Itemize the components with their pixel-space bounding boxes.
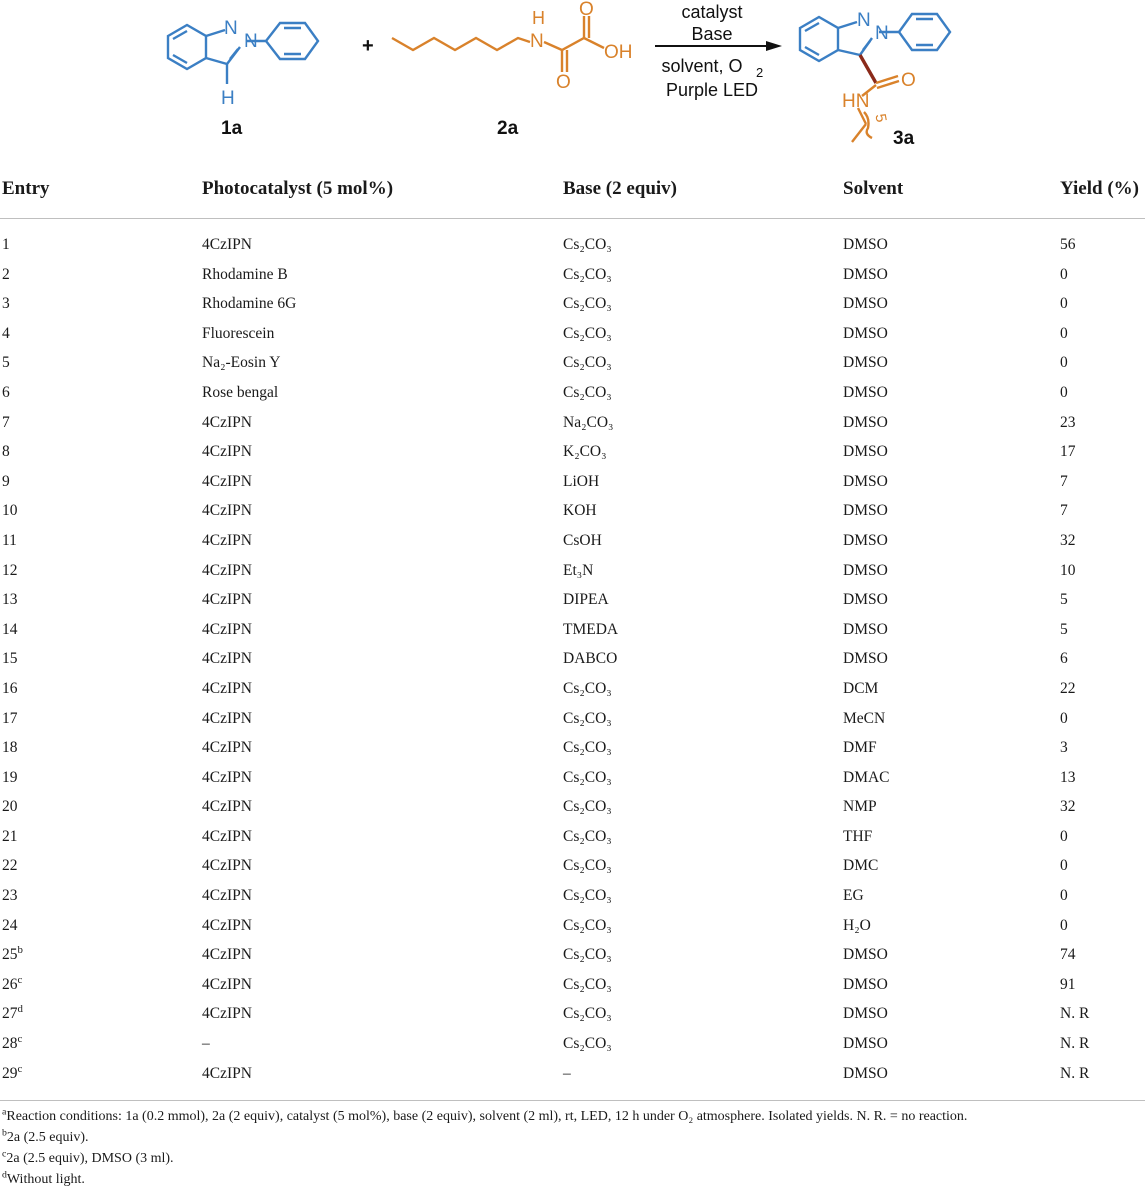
cell-photocatalyst: 4CzIPN [202, 1064, 252, 1082]
cell-photocatalyst: – [202, 1035, 210, 1053]
condition-catalyst: catalyst [681, 2, 743, 22]
cell-base: Cs₂CO₃ [563, 916, 612, 934]
reactant-1a-label: 1a [221, 118, 243, 139]
cell-entry: 20 [2, 798, 18, 816]
cell-photocatalyst: 4CzIPN [202, 531, 252, 549]
cell-yield: 0 [1060, 295, 1068, 313]
cell-entry: 2 [2, 265, 10, 283]
cell-photocatalyst: 4CzIPN [202, 1005, 252, 1023]
optimization-table [0, 172, 1145, 1088]
cell-base: KOH [563, 502, 597, 520]
table-row [0, 644, 1145, 674]
table-row [0, 940, 1145, 970]
cell-entry: 5 [2, 354, 10, 372]
cell-solvent: DMF [843, 739, 877, 757]
cell-base: Cs₂CO₃ [563, 1005, 612, 1023]
cell-yield: 74 [1060, 946, 1076, 964]
atom-o-label: O [901, 70, 916, 91]
cell-entry: 4 [2, 324, 10, 342]
cell-solvent: THF [843, 827, 873, 845]
table-row [0, 467, 1145, 497]
table-row [0, 378, 1145, 408]
cell-solvent: DMSO [843, 324, 888, 342]
cell-yield: 7 [1060, 502, 1068, 520]
cell-yield: N. R [1060, 1035, 1090, 1053]
atom-n-label: N [875, 23, 889, 44]
condition-base: Base [691, 24, 733, 44]
atom-n-label: N [244, 31, 258, 52]
cell-yield: 10 [1060, 561, 1076, 579]
cell-solvent: NMP [843, 798, 877, 816]
cell-photocatalyst: 4CzIPN [202, 650, 252, 668]
cell-yield: N. R [1060, 1005, 1090, 1023]
cell-yield: 0 [1060, 324, 1068, 342]
cell-base: LiOH [563, 472, 600, 490]
cell-entry: 25$^b$ [2, 944, 23, 964]
footnote [0, 1127, 1145, 1148]
cell-solvent: DMSO [843, 295, 888, 313]
cell-photocatalyst: Na₂-Eosin Y [202, 354, 281, 372]
atom-n-label: N [224, 18, 238, 39]
cell-yield: 32 [1060, 531, 1076, 549]
atom-o-label: O [579, 0, 594, 20]
new-c-c-bond [860, 55, 876, 83]
cell-solvent: DMSO [843, 236, 888, 253]
cell-yield: 0 [1060, 916, 1068, 934]
cell-yield: 13 [1060, 768, 1076, 786]
header-entry: Entry [2, 178, 50, 199]
cell-entry: 11 [2, 531, 17, 549]
cell-solvent: DMSO [843, 531, 888, 549]
table-row [0, 526, 1145, 556]
cell-solvent: EG [843, 887, 864, 905]
table-row [0, 733, 1145, 763]
footnote-mark: d [2, 1169, 7, 1181]
footnote-text: 2a (2.5 equiv). [6, 1130, 89, 1145]
cell-photocatalyst: 4CzIPN [202, 857, 252, 875]
cell-base: Cs₂CO₃ [563, 887, 612, 905]
cell-base: K₂CO₃ [563, 443, 607, 461]
cell-entry: 9 [2, 472, 10, 490]
cell-solvent: DMSO [843, 1005, 888, 1023]
cell-entry: 28$^c$ [2, 1032, 23, 1053]
cell-base: Cs₂CO₃ [563, 324, 612, 342]
cell-photocatalyst: 4CzIPN [202, 443, 252, 461]
product-3a-label: 3a [893, 128, 915, 149]
condition-o2-subscript: 2 [756, 65, 764, 80]
cell-entry: 7 [2, 413, 10, 431]
cell-yield: 32 [1060, 798, 1076, 816]
cell-yield: 5 [1060, 591, 1068, 609]
table-row [0, 881, 1145, 911]
footnote-mark: a [2, 1106, 7, 1118]
cell-base: Cs₂CO₃ [563, 946, 612, 964]
header-photocatalyst: Photocatalyst (5 mol%) [202, 178, 394, 199]
cell-photocatalyst: 4CzIPN [202, 679, 252, 697]
cell-photocatalyst: 4CzIPN [202, 798, 252, 816]
cell-base: – [563, 1064, 571, 1082]
footnote-mark: b [2, 1127, 7, 1139]
condition-solvent: solvent, O [661, 56, 743, 76]
cell-photocatalyst: 4CzIPN [202, 768, 252, 786]
footnote [0, 1169, 1145, 1190]
cell-solvent: DMSO [843, 975, 888, 993]
cell-solvent: MeCN [843, 709, 886, 727]
footnote-text: Without light. [6, 1172, 85, 1187]
cell-yield: 0 [1060, 354, 1068, 372]
cell-solvent: DMAC [843, 768, 890, 786]
table-row [0, 999, 1145, 1029]
atom-hn-label: HN [842, 91, 870, 112]
table-row [0, 437, 1145, 467]
atom-n-label: N [530, 31, 544, 52]
cell-solvent: DMSO [843, 1035, 888, 1053]
cell-yield: 0 [1060, 887, 1068, 905]
reactant-1a-structure [168, 22, 318, 84]
table-row [0, 556, 1145, 586]
entry-footnote-mark: d [17, 1003, 23, 1016]
table-row [0, 704, 1145, 734]
footnote [0, 1148, 1145, 1169]
cell-yield: 3 [1060, 739, 1068, 757]
cell-photocatalyst: 4CzIPN [202, 472, 252, 490]
cell-entry: 8 [2, 443, 10, 461]
cell-base: Cs₂CO₃ [563, 236, 612, 253]
cell-base: Cs₂CO₃ [563, 709, 612, 727]
header-base: Base (2 equiv) [563, 178, 677, 199]
plus-sign: + [362, 35, 374, 57]
cell-yield: 0 [1060, 827, 1068, 845]
table-footnotes [0, 1106, 1145, 1190]
cell-base: DABCO [563, 650, 618, 668]
cell-base: Et₃N [563, 561, 594, 579]
table-row [0, 1059, 1145, 1089]
cell-base: Cs₂CO₃ [563, 1035, 612, 1053]
cell-solvent: DMSO [843, 591, 888, 609]
cell-photocatalyst: 4CzIPN [202, 236, 252, 253]
cell-entry: 10 [2, 502, 18, 520]
cell-photocatalyst: 4CzIPN [202, 975, 252, 993]
cell-photocatalyst: 4CzIPN [202, 916, 252, 934]
cell-photocatalyst: 4CzIPN [202, 709, 252, 727]
table-row [0, 260, 1145, 290]
footnote-mark: c [2, 1148, 7, 1160]
atom-o-label: O [556, 72, 571, 93]
table-row [0, 230, 1145, 260]
cell-photocatalyst: 4CzIPN [202, 827, 252, 845]
cell-solvent: H₂O [843, 916, 871, 934]
cell-entry: 24 [2, 916, 18, 934]
cell-yield: N. R [1060, 1064, 1090, 1082]
cell-entry: 29$^c$ [2, 1062, 23, 1082]
cell-entry: 18 [2, 739, 18, 757]
cell-solvent: DMSO [843, 1064, 888, 1082]
cell-entry: 27$^d$ [2, 1003, 23, 1023]
cell-yield: 0 [1060, 857, 1068, 875]
entry-footnote-mark: b [17, 944, 23, 957]
cell-photocatalyst: 4CzIPN [202, 591, 252, 609]
table-row [0, 585, 1145, 615]
cell-photocatalyst: Rhodamine 6G [202, 295, 297, 313]
cell-photocatalyst: Fluorescein [202, 324, 275, 342]
footnote-text: 2a (2.5 equiv), DMSO (3 ml). [6, 1151, 174, 1166]
header-solvent: Solvent [843, 178, 904, 199]
table-bottom-rule [0, 1100, 1145, 1101]
table-row [0, 615, 1145, 645]
cell-base: Cs₂CO₃ [563, 798, 612, 816]
cell-solvent: DMSO [843, 472, 888, 490]
cell-base: Cs₂CO₃ [563, 768, 612, 786]
cell-solvent: DMSO [843, 265, 888, 283]
atom-h-label: H [221, 88, 235, 109]
cell-entry: 13 [2, 591, 18, 609]
cell-photocatalyst: 4CzIPN [202, 887, 252, 905]
cell-yield: 23 [1060, 413, 1076, 431]
cell-base: CsOH [563, 531, 602, 549]
table-row [0, 408, 1145, 438]
atom-n-label: N [857, 10, 871, 31]
cell-base: Cs₂CO₃ [563, 975, 612, 993]
table-row [0, 822, 1145, 852]
cell-entry: 21 [2, 827, 18, 845]
cell-base: Cs₂CO₃ [563, 295, 612, 313]
cell-entry: 15 [2, 650, 18, 668]
cell-solvent: DMSO [843, 383, 888, 401]
reactant-2a-structure [392, 16, 604, 72]
cell-yield: 0 [1060, 709, 1068, 727]
cell-photocatalyst: 4CzIPN [202, 620, 252, 638]
table-row [0, 289, 1145, 319]
cell-base: DIPEA [563, 591, 609, 609]
table-row [0, 348, 1145, 378]
cell-solvent: DMSO [843, 413, 888, 431]
reactant-2a-label: 2a [497, 118, 519, 139]
table-header-row [0, 172, 1145, 219]
table-row [0, 496, 1145, 526]
cell-photocatalyst: 4CzIPN [202, 561, 252, 579]
cell-entry: 3 [2, 295, 10, 313]
footnote [0, 1106, 1145, 1127]
table-row [0, 319, 1145, 349]
cell-yield: 22 [1060, 679, 1076, 697]
cell-yield: 7 [1060, 472, 1068, 490]
repeat-subscript: 5 [871, 112, 890, 124]
cell-photocatalyst: Rose bengal [202, 383, 279, 401]
cell-entry: 26$^c$ [2, 973, 23, 993]
cell-solvent: DMC [843, 857, 879, 875]
cell-solvent: DMSO [843, 946, 888, 964]
atom-oh-label: OH [604, 42, 633, 63]
cell-base: Na₂CO₃ [563, 413, 614, 431]
cell-entry: 16 [2, 679, 18, 697]
atom-h-label: H [532, 8, 545, 28]
reaction-scheme [0, 0, 1145, 160]
cell-solvent: DMSO [843, 650, 888, 668]
cell-solvent: DMSO [843, 502, 888, 520]
cell-entry: 12 [2, 561, 18, 579]
cell-yield: 6 [1060, 650, 1068, 668]
cell-solvent: DMSO [843, 561, 888, 579]
cell-base: Cs₂CO₃ [563, 265, 612, 283]
cell-photocatalyst: Rhodamine B [202, 265, 288, 283]
cell-solvent: DMSO [843, 354, 888, 372]
cell-base: TMEDA [563, 620, 619, 638]
entry-footnote-mark: c [17, 1032, 23, 1045]
cell-base: Cs₂CO₃ [563, 857, 612, 875]
cell-entry: 23 [2, 887, 18, 905]
cell-photocatalyst: 4CzIPN [202, 739, 252, 757]
cell-entry: 19 [2, 768, 18, 786]
cell-photocatalyst: 4CzIPN [202, 946, 252, 964]
table-row [0, 763, 1145, 793]
cell-yield: 91 [1060, 975, 1076, 993]
cell-yield: 0 [1060, 265, 1068, 283]
table-row [0, 1029, 1145, 1059]
cell-solvent: DMSO [843, 620, 888, 638]
cell-yield: 17 [1060, 443, 1076, 461]
entry-footnote-mark: c [17, 973, 23, 986]
table-body [0, 219, 1145, 1088]
cell-entry: 22 [2, 857, 18, 875]
cell-base: Cs₂CO₃ [563, 383, 612, 401]
table-row [0, 970, 1145, 1000]
table-row [0, 911, 1145, 941]
table-row [0, 792, 1145, 822]
entry-footnote-mark: c [17, 1062, 23, 1075]
cell-yield: 5 [1060, 620, 1068, 638]
footnote-text: Reaction conditions: 1a (0.2 mmol), 2a (2 equiv), catalyst (5 mol%), base (2 equiv), solvent (2 ml), rt, LED, 12 h under O₂ atmosphere. Isolated yields. N. R. = no reaction. [6, 1109, 968, 1124]
cell-base: Cs₂CO₃ [563, 739, 612, 757]
condition-light: Purple LED [665, 80, 759, 100]
cell-photocatalyst: 4CzIPN [202, 502, 252, 520]
cell-yield: 56 [1060, 236, 1076, 253]
cell-entry: 1 [2, 236, 10, 253]
cell-base: Cs₂CO₃ [563, 679, 612, 697]
cell-photocatalyst: 4CzIPN [202, 413, 252, 431]
cell-solvent: DCM [843, 679, 879, 697]
header-yield: Yield (%) [1060, 178, 1139, 199]
table-row [0, 674, 1145, 704]
cell-base: Cs₂CO₃ [563, 354, 612, 372]
cell-yield: 0 [1060, 383, 1068, 401]
cell-base: Cs₂CO₃ [563, 827, 612, 845]
cell-entry: 17 [2, 709, 18, 727]
cell-solvent: DMSO [843, 443, 888, 461]
table-row [0, 851, 1145, 881]
cell-entry: 14 [2, 620, 18, 638]
cell-entry: 6 [2, 383, 10, 401]
